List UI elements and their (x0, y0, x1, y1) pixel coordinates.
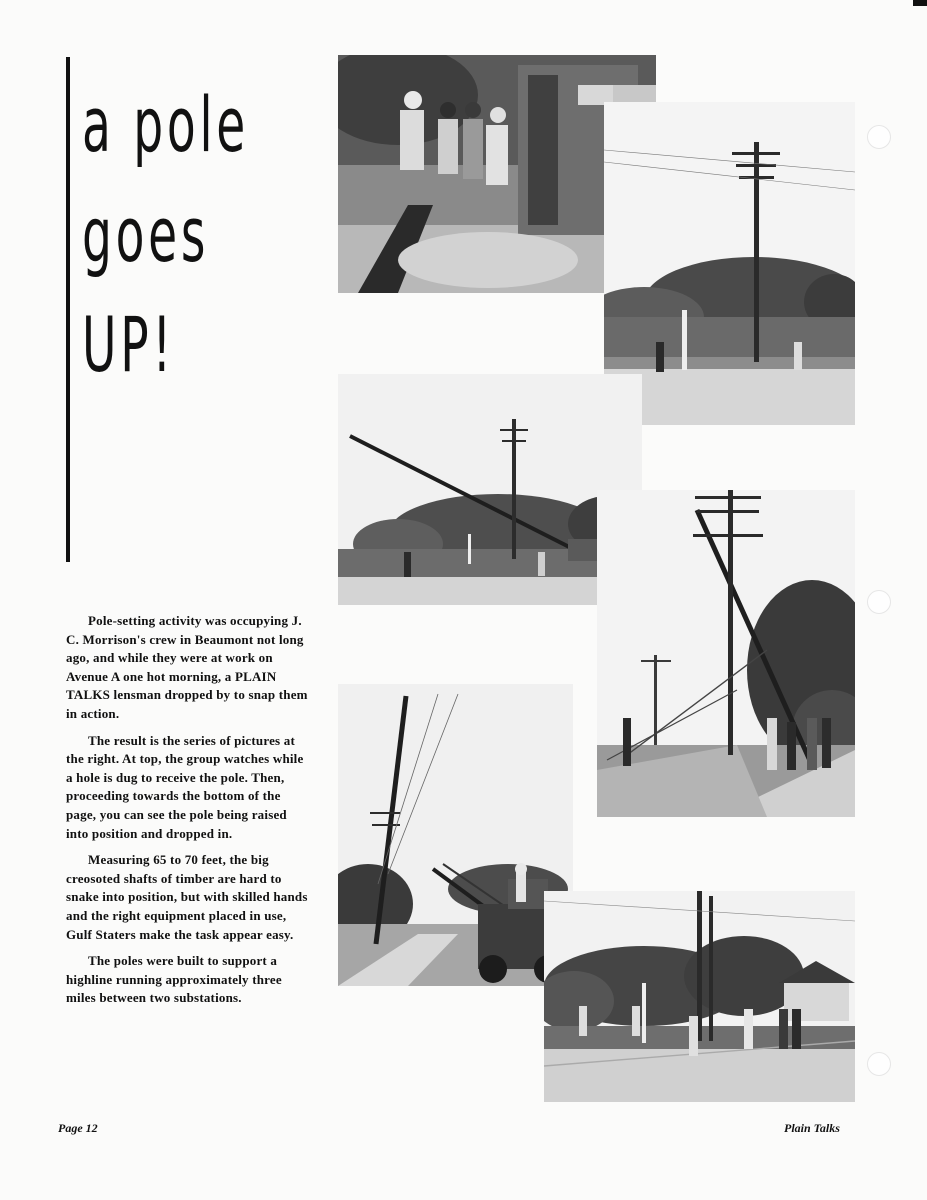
page-corner-mark (913, 0, 927, 6)
title-line-3: UP! (82, 300, 175, 389)
binder-hole-top (867, 125, 891, 149)
article-body (66, 612, 310, 1016)
title-rule (66, 57, 70, 562)
title-line-2: goes (82, 190, 210, 279)
title-line-1: a pole (82, 80, 249, 169)
publication-name: Plain Talks (784, 1121, 840, 1135)
binder-hole-middle (867, 590, 891, 614)
paragraph-1: Pole-setting activity was occupying J. C. Morrison's crew in Beaumont not long ago, and while they were at work on Avenue A one hot morning, a PLAIN TALKS lensman dropped by to snap them in action. (66, 613, 308, 721)
paragraph-3: Measuring 65 to 70 feet, the big creosoted shafts of timber are hard to snake into position, but with skilled hands and the right equipment placed in use, Gulf Staters make the task appear easy. (66, 852, 308, 942)
article-title (82, 70, 249, 400)
paragraph-4: The poles were built to support a highline running approximately three miles between two substations. (66, 953, 282, 1006)
page-number: Page 12 (58, 1121, 98, 1135)
paragraph-2: The result is the series of pictures at the right. At top, the group watches while a hole is dug to receive the pole. Then, proceeding towards the bottom of the page, you can see the pole being raised into position and dropped in. (66, 732, 304, 841)
binder-hole-bottom (867, 1052, 891, 1076)
photo-crane-truck (338, 684, 573, 986)
photo-poles-set (544, 891, 855, 1102)
photo-guiding-pole (597, 490, 855, 817)
